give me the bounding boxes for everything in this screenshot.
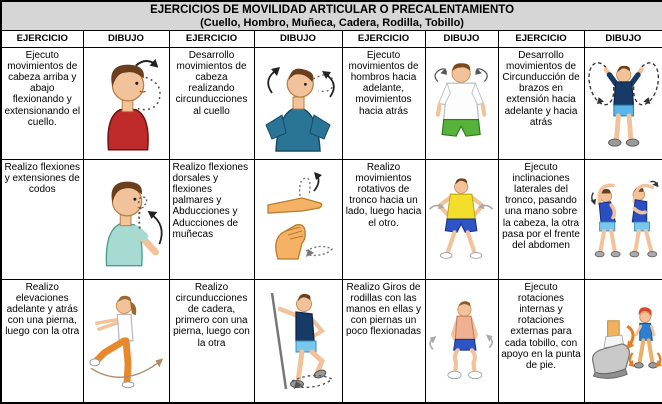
column-header-ejercicio-1: EJERCICIO [1, 30, 83, 47]
exercise-description: Ejecuto inclinaciones laterales del tronco, pasando una mano sobre la cabeza, la otra pasa por el frente del abdomen [499, 160, 584, 252]
exercise-text-cell [342, 47, 425, 159]
exercise-description: Ejecuto movimientos de hombros hacia adelante, movimientos hacia atrás [343, 48, 425, 117]
column-header-dibujo-2: DIBUJO [254, 30, 342, 47]
exercise-text-cell [498, 47, 584, 159]
exercise-description: Realizo Giros de rodillas con las manos en ellas y con piernas un poco flexionadas [343, 280, 425, 338]
neck-flexion-drawing [84, 48, 169, 159]
exercise-description: Ejecuto rotaciones internas y rotaciones externas para cada tobillo, con apoyo en la punta de pie. [499, 280, 584, 372]
drawing-cell [425, 159, 498, 279]
exercise-text-cell [1, 47, 83, 159]
drawing-cell [83, 159, 169, 279]
table-row [1, 279, 662, 403]
title-row [1, 1, 662, 30]
column-header-ejercicio-3: EJERCICIO [342, 30, 425, 47]
exercise-description: Desarrollo movimientos de cabeza realizando circunducciones al cuello [170, 48, 254, 117]
header-row [1, 30, 662, 47]
hip-circumduction-drawing [255, 280, 342, 402]
drawing-cell [254, 279, 342, 403]
exercise-description: Realizo flexiones dorsales y flexiones palmares y Abducciones y Aducciones de muñecas [170, 160, 254, 240]
column-header-ejercicio-2: EJERCICIO [169, 30, 254, 47]
table-row [1, 159, 662, 279]
ankle-rotation-drawing [585, 280, 662, 402]
page-title: EJERCICIOS DE MOVILIDAD ARTICULAR O PRECALENTAMIENTO [2, 4, 662, 17]
drawing-cell [425, 279, 498, 403]
exercise-text-cell [342, 159, 425, 279]
exercise-text-cell [169, 279, 254, 403]
drawing-cell [425, 47, 498, 159]
exercise-description: Realizo flexiones y extensiones de codos [2, 160, 83, 196]
exercise-description: Ejecuto movimientos de cabeza arriba y abajo flexionando y extensionando el cuello. [2, 48, 83, 128]
trunk-side-bend-drawing [585, 160, 662, 279]
drawing-cell [584, 159, 662, 279]
leg-swing-drawing [84, 280, 169, 402]
neck-circumduction-drawing [255, 48, 342, 159]
exercise-text-cell [1, 159, 83, 279]
table-title-cell [1, 1, 662, 30]
exercise-text-cell [342, 279, 425, 403]
exercise-description: Realizo movimientos rotativos de tronco hacia un lado, luego hacia el otro. [343, 160, 425, 229]
exercise-text-cell [169, 47, 254, 159]
drawing-cell [83, 279, 169, 403]
drawing-cell [254, 159, 342, 279]
knee-circles-drawing [426, 280, 498, 402]
arm-circumduction-drawing [585, 48, 662, 159]
drawing-cell [584, 47, 662, 159]
column-header-dibujo-3: DIBUJO [425, 30, 498, 47]
exercise-description: Desarrollo movimientos de Circunducción de brazos en extensión hacia adelante y hacia atrás [499, 48, 584, 128]
table-row [1, 47, 662, 159]
exercise-text-cell [1, 279, 83, 403]
column-header-dibujo-4: DIBUJO [584, 30, 662, 47]
drawing-cell [584, 279, 662, 403]
column-header-dibujo-1: DIBUJO [83, 30, 169, 47]
exercise-description: Realizo circunducciones de cadera, primero con una pierna, luego con la otra [170, 280, 254, 349]
column-header-ejercicio-4: EJERCICIO [498, 30, 584, 47]
wrist-flexion-drawing [255, 160, 342, 279]
elbow-flexion-drawing [84, 160, 169, 279]
page-subtitle: (Cuello, Hombro, Muñeca, Cadera, Rodilla, Tobillo) [2, 17, 662, 29]
exercise-text-cell [498, 159, 584, 279]
exercise-description: Realizo elevaciones adelante y atrás con una pierna, luego con la otra [2, 280, 83, 338]
exercise-text-cell [169, 159, 254, 279]
trunk-rotation-drawing [426, 160, 498, 279]
drawing-cell [83, 47, 169, 159]
drawing-cell [254, 47, 342, 159]
shoulder-roll-drawing [426, 48, 498, 159]
exercise-text-cell [498, 279, 584, 403]
